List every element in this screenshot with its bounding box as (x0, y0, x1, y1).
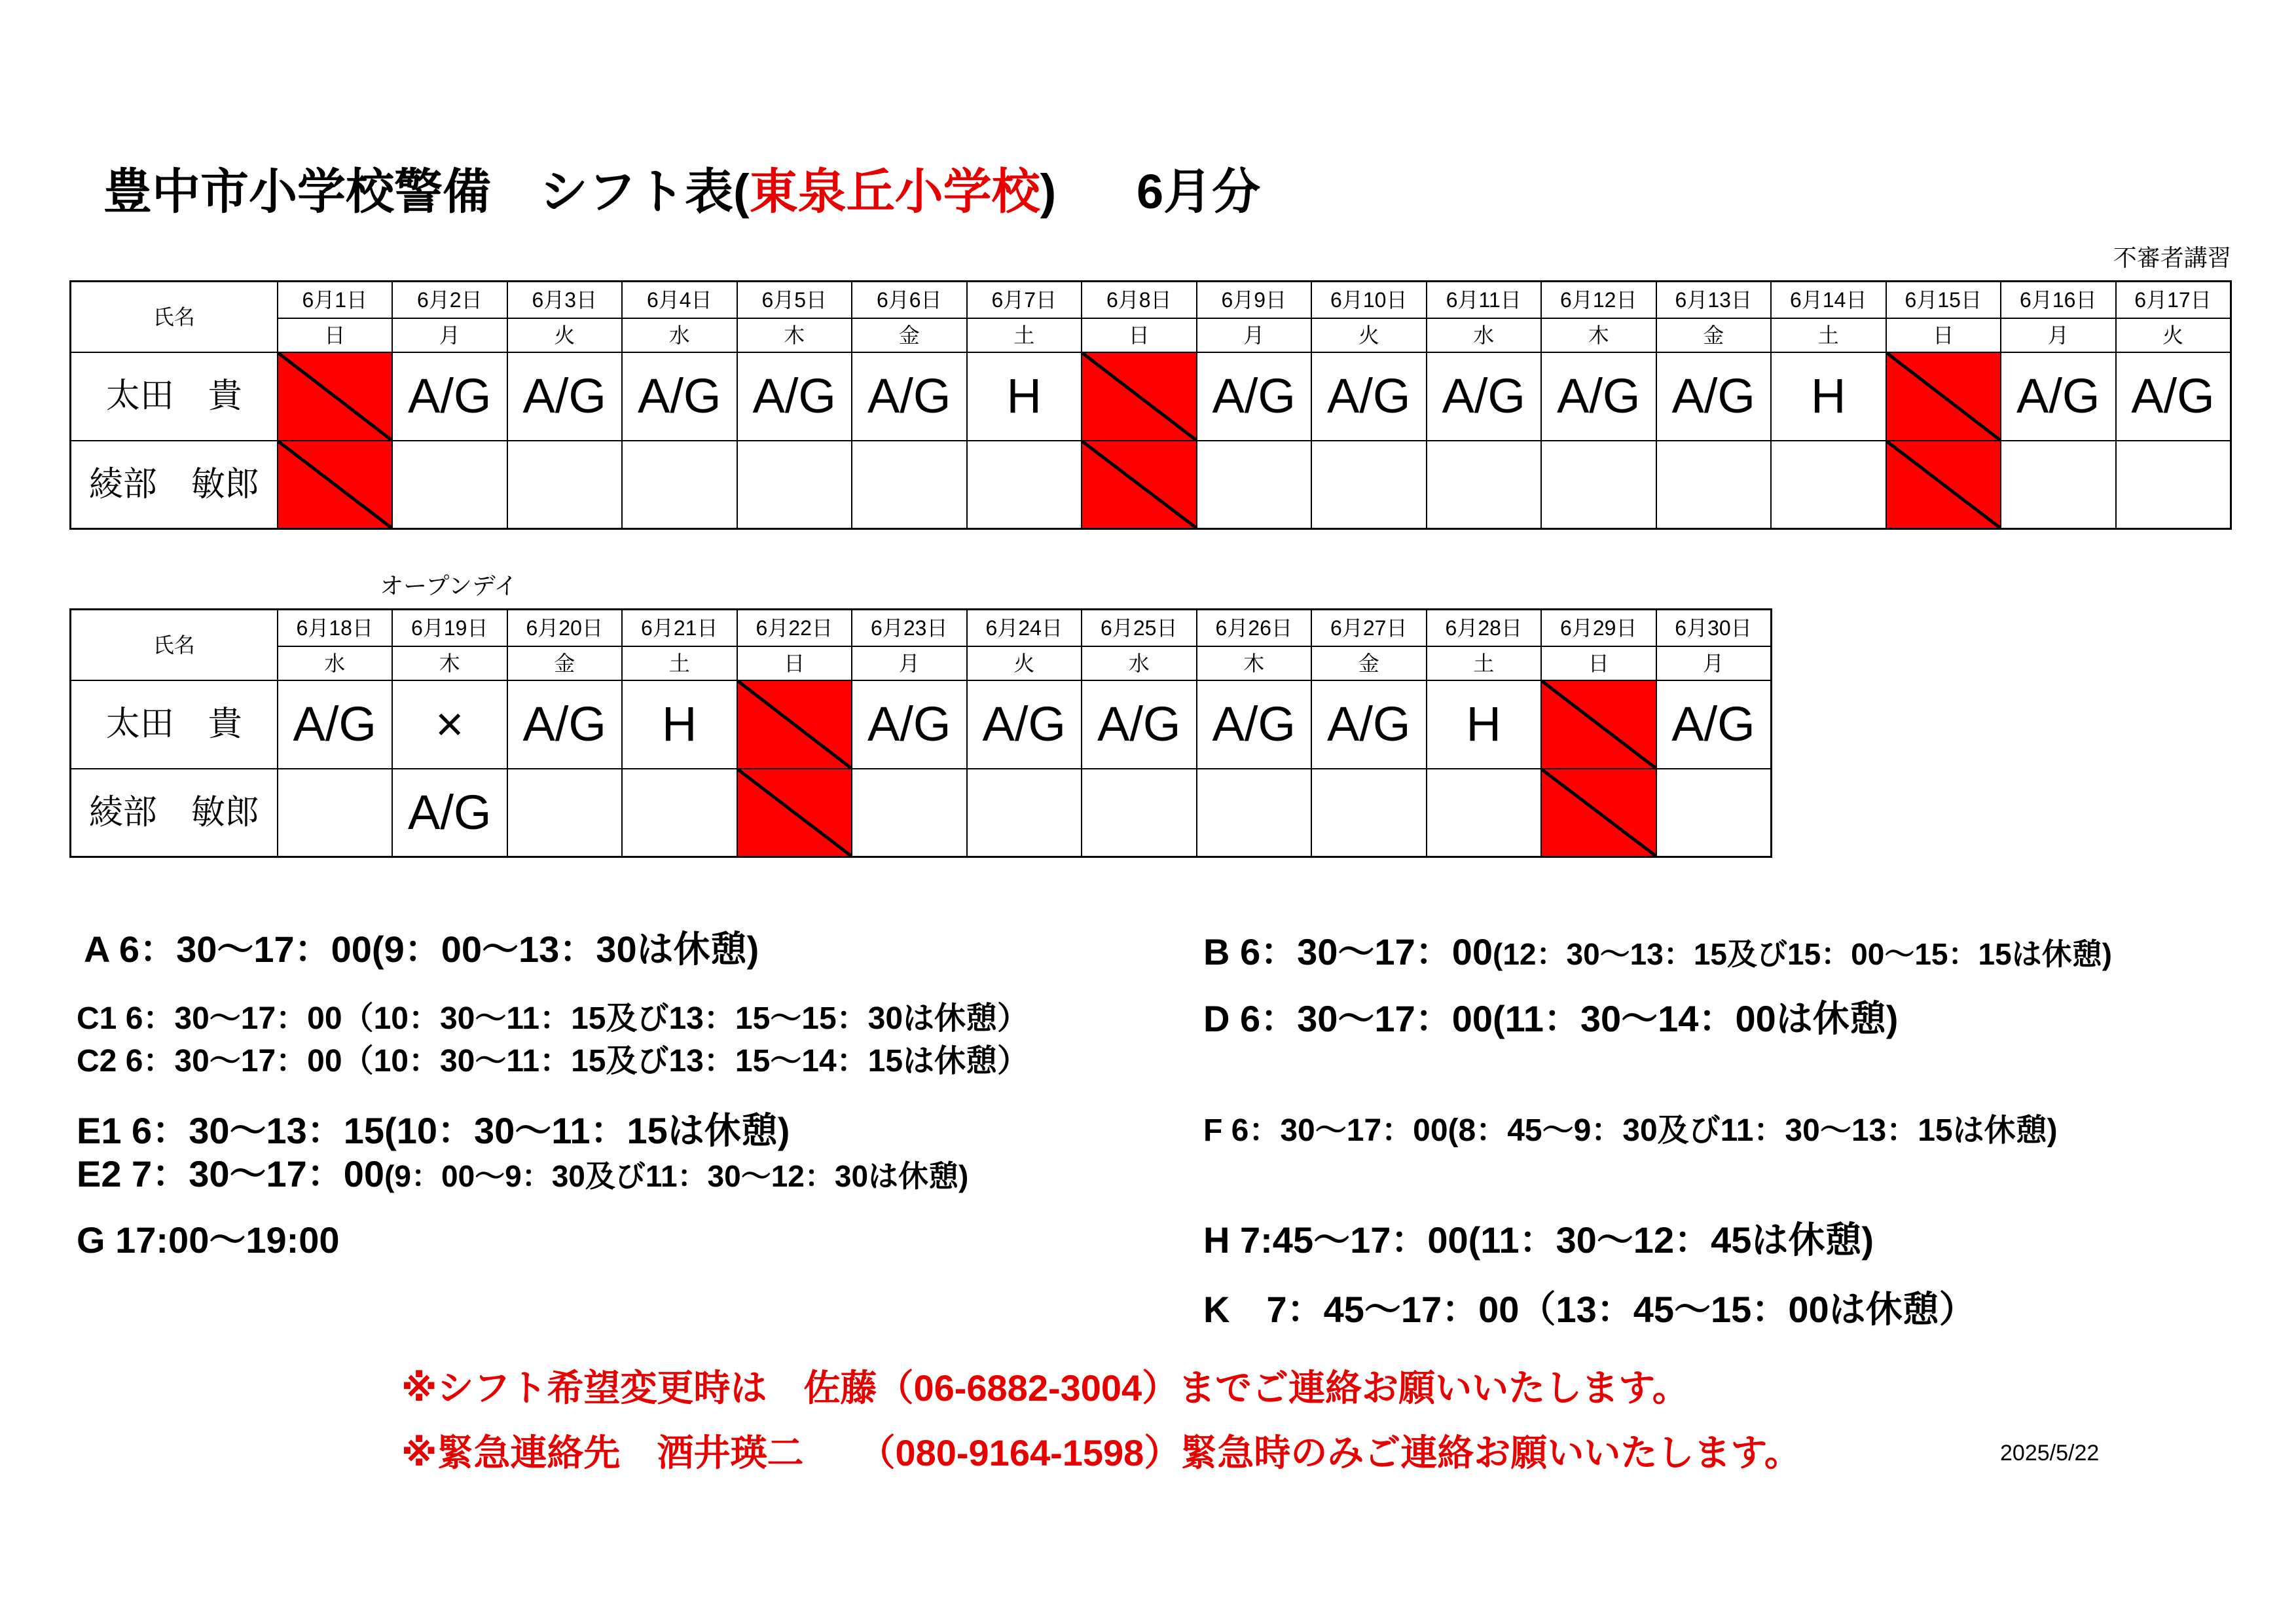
weekday-cell: 日 (278, 318, 393, 352)
staff-name: 綾部 敏郎 (71, 769, 278, 857)
legend-C2: C2 6：30～17：00（10：30～11：15及び13：15～14：15は休憩） (77, 1044, 1029, 1079)
weekday-cell: 金 (852, 318, 967, 352)
shift-cell: A/G (1197, 352, 1312, 441)
shift-table-second-half (69, 572, 1772, 858)
legend-D: D 6：30～17：00(11：30～14：00は休憩) (1203, 998, 1899, 1039)
shift-cell (967, 441, 1082, 529)
weekday-row (71, 646, 1772, 680)
shift-cell: A/G (392, 352, 507, 441)
shift-cell (1311, 769, 1427, 857)
shift-cell: A/G (622, 352, 737, 441)
date-cell: 6月2日 (392, 282, 507, 318)
staff-row (71, 769, 1772, 857)
shift-cell: A/G (392, 769, 507, 857)
legend-A: A 6：30～17：00(9：00～13：30は休憩) (84, 929, 759, 970)
weekday-cell: 月 (852, 646, 967, 680)
date-cell: 6月1日 (278, 282, 393, 318)
weekday-cell: 土 (622, 646, 737, 680)
date-cell: 6月13日 (1656, 282, 1772, 318)
date-row (71, 610, 1772, 646)
weekday-cell: 木 (1541, 318, 1656, 352)
shift-cell (1427, 769, 1542, 857)
legend-F: F 6：30～17：00(8：45～9：30及び11：30～13：15は休憩) (1203, 1113, 2058, 1148)
date-cell: 6月9日 (1197, 282, 1312, 318)
date-cell: 6月11日 (1427, 282, 1542, 318)
weekday-cell: 火 (2116, 318, 2231, 352)
shift-cell (507, 441, 623, 529)
legend-C1: C1 6：30～17：00（10：30～11：15及び13：15～15：30は休憩） (77, 1001, 1029, 1036)
shift-cell: A/G (507, 352, 623, 441)
weekday-cell: 月 (1197, 318, 1312, 352)
date-cell: 6月7日 (967, 282, 1082, 318)
staff-name: 太田 貴 (71, 680, 278, 769)
date-cell: 6月14日 (1771, 282, 1886, 318)
date-cell: 6月28日 (1427, 610, 1542, 646)
staff-name: 太田 貴 (71, 352, 278, 441)
shift-cell: × (392, 680, 507, 769)
shift-cell: A/G (1311, 680, 1427, 769)
weekday-cell: 水 (278, 646, 393, 680)
closed-day-cell (1541, 680, 1656, 769)
date-cell: 6月4日 (622, 282, 737, 318)
weekday-cell: 金 (507, 646, 623, 680)
shift-cell: A/G (1427, 352, 1542, 441)
date-cell: 6月30日 (1656, 610, 1772, 646)
shift-cell (1656, 769, 1772, 857)
shift-cell: A/G (737, 352, 852, 441)
shift-table-first-half (69, 244, 2232, 530)
name-header: 氏名 (71, 282, 278, 352)
date-cell: 6月18日 (278, 610, 393, 646)
shift-cell (1656, 441, 1772, 529)
closed-day-cell (1082, 352, 1197, 441)
shift-change-notice: ※シフト希望変更時は 佐藤（06-6882-3004）までご連絡お願いいたします。 (401, 1367, 1689, 1409)
shift-cell: A/G (1541, 352, 1656, 441)
weekday-cell: 土 (1771, 318, 1886, 352)
date-cell: 6月17日 (2116, 282, 2231, 318)
legend-E2-break: (9：00～9：30及び11：30～12：30は休憩) (384, 1159, 969, 1193)
weekday-cell: 木 (1197, 646, 1312, 680)
column-note: オープンデイ (380, 572, 518, 599)
date-cell: 6月16日 (2001, 282, 2116, 318)
weekday-cell: 水 (1082, 646, 1197, 680)
date-cell: 6月25日 (1082, 610, 1197, 646)
title-prefix: 豊中市小学校警備 シフト表( (103, 164, 750, 219)
date-cell: 6月24日 (967, 610, 1082, 646)
legend-B (1203, 931, 2112, 972)
weekday-cell: 日 (737, 646, 852, 680)
staff-name: 綾部 敏郎 (71, 441, 278, 529)
shift-table (69, 608, 1772, 858)
closed-day-cell (737, 769, 852, 857)
shift-cell: H (622, 680, 737, 769)
shift-cell: A/G (2116, 352, 2231, 441)
date-cell: 6月12日 (1541, 282, 1656, 318)
date-cell: 6月5日 (737, 282, 852, 318)
date-cell: 6月19日 (392, 610, 507, 646)
date-cell: 6月20日 (507, 610, 623, 646)
legend-H: H 7:45～17：00(11：30～12：45は休憩) (1203, 1219, 1874, 1261)
date-cell: 6月21日 (622, 610, 737, 646)
shift-cell (392, 441, 507, 529)
name-header: 氏名 (71, 610, 278, 680)
date-cell: 6月10日 (1311, 282, 1427, 318)
date-cell: 6月26日 (1197, 610, 1312, 646)
shift-cell (622, 769, 737, 857)
title-suffix: ) (1040, 164, 1057, 219)
date-row (71, 282, 2231, 318)
shift-cell (1197, 441, 1312, 529)
shift-cell (1771, 441, 1886, 529)
shift-cell: A/G (1656, 680, 1772, 769)
shift-cell (507, 769, 623, 857)
legend-E2 (77, 1153, 969, 1194)
shift-cell: A/G (278, 680, 393, 769)
date-cell: 6月8日 (1082, 282, 1197, 318)
shift-cell: A/G (507, 680, 623, 769)
date-cell: 6月3日 (507, 282, 623, 318)
column-note: 不審者講習 (2113, 244, 2231, 271)
weekday-cell: 土 (1427, 646, 1542, 680)
shift-cell: A/G (1082, 680, 1197, 769)
weekday-cell: 火 (1311, 318, 1427, 352)
date-cell: 6月27日 (1311, 610, 1427, 646)
shift-cell: A/G (967, 680, 1082, 769)
school-name: 東泉丘小学校 (749, 164, 1040, 219)
shift-cell: A/G (1656, 352, 1772, 441)
shift-cell (852, 441, 967, 529)
weekday-cell: 土 (967, 318, 1082, 352)
shift-table (69, 280, 2232, 530)
weekday-cell: 木 (737, 318, 852, 352)
shift-cell (737, 441, 852, 529)
shift-cell: A/G (852, 680, 967, 769)
shift-cell: A/G (852, 352, 967, 441)
shift-cell (278, 769, 393, 857)
closed-day-cell (1886, 441, 2001, 529)
shift-cell: H (967, 352, 1082, 441)
weekday-cell: 金 (1656, 318, 1772, 352)
legend-E1: E1 6：30～13：15(10：30～11：15は休憩) (77, 1110, 790, 1151)
closed-day-cell (1886, 352, 2001, 441)
weekday-cell: 月 (2001, 318, 2116, 352)
weekday-cell: 水 (622, 318, 737, 352)
shift-cell (2001, 441, 2116, 529)
staff-row (71, 441, 2231, 529)
emergency-contact-notice: ※緊急連絡先 酒井瑛二 （080-9164-1598）緊急時のみご連絡お願いいたします。 (401, 1432, 1801, 1473)
weekday-cell: 月 (1656, 646, 1772, 680)
closed-day-cell (1541, 769, 1656, 857)
weekday-cell: 火 (967, 646, 1082, 680)
legend-E2-time: E2 7：30～17：00 (77, 1153, 385, 1194)
page-title (103, 164, 1057, 219)
weekday-cell: 月 (392, 318, 507, 352)
staff-row (71, 680, 1772, 769)
shift-cell (1427, 441, 1542, 529)
shift-cell: A/G (1311, 352, 1427, 441)
closed-day-cell (1082, 441, 1197, 529)
month-label: 6月分 (1137, 164, 1261, 219)
shift-cell (1541, 441, 1656, 529)
legend-B-time: B 6：30～17：00 (1203, 931, 1493, 972)
shift-cell (2116, 441, 2231, 529)
weekday-cell: 金 (1311, 646, 1427, 680)
shift-cell (967, 769, 1082, 857)
shift-cell: H (1427, 680, 1542, 769)
legend-B-break: (12：30～13：15及び15：00～15：15は休憩) (1493, 937, 2112, 971)
date-cell: 6月15日 (1886, 282, 2001, 318)
weekday-cell: 火 (507, 318, 623, 352)
shift-cell: A/G (2001, 352, 2116, 441)
shift-cell (1197, 769, 1312, 857)
issued-date: 2025/5/22 (2000, 1441, 2100, 1466)
weekday-cell: 水 (1427, 318, 1542, 352)
date-cell: 6月22日 (737, 610, 852, 646)
shift-cell (852, 769, 967, 857)
shift-cell (1082, 769, 1197, 857)
shift-cell: A/G (1197, 680, 1312, 769)
shift-cell (622, 441, 737, 529)
date-cell: 6月23日 (852, 610, 967, 646)
weekday-cell: 木 (392, 646, 507, 680)
legend-G: G 17:00～19:00 (77, 1219, 340, 1261)
date-cell: 6月6日 (852, 282, 967, 318)
weekday-cell: 日 (1541, 646, 1656, 680)
legend-K: K 7：45～17：00（13：45～15：00は休憩） (1203, 1289, 1976, 1330)
weekday-row (71, 318, 2231, 352)
closed-day-cell (278, 441, 393, 529)
closed-day-cell (737, 680, 852, 769)
date-cell: 6月29日 (1541, 610, 1656, 646)
staff-row (71, 352, 2231, 441)
shift-cell (1311, 441, 1427, 529)
weekday-cell: 日 (1886, 318, 2001, 352)
weekday-cell: 日 (1082, 318, 1197, 352)
closed-day-cell (278, 352, 393, 441)
shift-cell: H (1771, 352, 1886, 441)
